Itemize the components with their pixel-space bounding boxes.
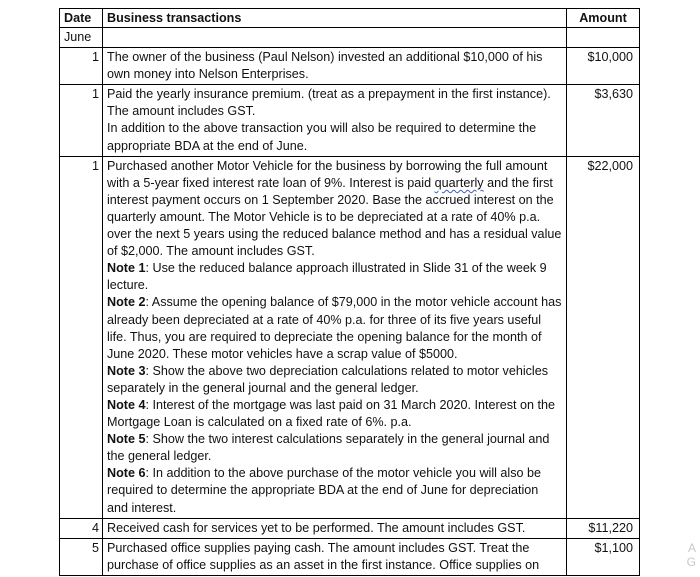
row-text: Paid the yearly insurance premium. (treat as a prepayment in the first instance). The amount includes GST. xyxy=(107,87,551,119)
row-amount: $3,630 xyxy=(567,85,640,156)
note-text: : Show the above two depreciation calculations related to motor vehicles separately in the general journal and the general ledger. xyxy=(107,363,549,395)
note-6 xyxy=(107,465,562,516)
note-label: Note 2 xyxy=(107,295,146,310)
row-date: 4 xyxy=(60,518,103,538)
note-text: : Interest of the mortgage was last paid on 31 March 2020. Interest on the Mortgage Loan is calculated on a fixed rate of 6%. p.a. xyxy=(107,397,556,430)
row-date: 1 xyxy=(60,48,103,85)
row-date: 1 xyxy=(60,156,103,518)
note-4 xyxy=(107,397,562,431)
row-text-part: Purchased another Motor Vehicle for the business by borrowing the full amount with a 5-year fixed interest rate loan of 9%. Interest is paid xyxy=(107,158,548,190)
row-date: 1 xyxy=(60,85,103,156)
table-row xyxy=(60,48,640,85)
note-label: Note 1 xyxy=(107,261,146,276)
row-text xyxy=(107,158,562,261)
row-text: Purchased office supplies paying cash. The amount includes GST. Treat the purchase of office supplies as an asset in the first instance. Office supplies on xyxy=(107,540,540,572)
transactions-table xyxy=(59,8,640,576)
row-description xyxy=(103,48,567,85)
row-description xyxy=(103,538,567,575)
note-text: : Show the two interest calculations separately in the general journal and the general ledger. xyxy=(107,432,550,464)
month-row-blank-amount xyxy=(567,28,640,48)
row-date: 5 xyxy=(60,538,103,575)
note-5 xyxy=(107,431,562,465)
note-text: : Use the reduced balance approach illustrated in Slide 31 of the week 9 lecture. xyxy=(107,261,547,293)
edge-letter: A xyxy=(687,541,696,555)
month-row xyxy=(60,28,640,48)
date-column-header: Date xyxy=(60,9,103,28)
row-text: Received cash for services yet to be performed. The amount includes GST. xyxy=(107,520,526,535)
month-label: June xyxy=(60,28,103,48)
row-amount: $22,000 xyxy=(567,156,640,518)
note-1 xyxy=(107,260,562,294)
spellcheck-underlined-word: quarterly xyxy=(434,175,484,190)
month-row-blank xyxy=(103,28,567,48)
row-description xyxy=(103,85,567,156)
note-label: Note 6 xyxy=(107,466,146,481)
note-3 xyxy=(107,363,562,397)
row-text: The owner of the business (Paul Nelson) invested an additional $10,000 of his own money into Nelson Enterprises. xyxy=(107,50,543,82)
table-row xyxy=(60,156,640,518)
note-label: Note 3 xyxy=(107,363,146,378)
note-label: Note 5 xyxy=(107,432,146,447)
note-text: : In addition to the above purchase of the motor vehicle you will also be required to determine the appropriate BDA at the end of June for depreciation and interest. xyxy=(107,466,542,515)
transactions-column-header: Business transactions xyxy=(103,9,567,28)
table-row xyxy=(60,538,640,575)
amount-column-header: Amount xyxy=(567,9,640,28)
row-text-part: and the first interest payment occurs on 1 September 2020. Base the accrued interest on the quarterly amount. The Motor Vehicle is to be depreciated at a rate of 40% p.a. over the next 5 years using the reduced balance method and has a residual value of $2,000. The amount includes GST. xyxy=(107,175,562,259)
header-row xyxy=(60,9,640,28)
row-description xyxy=(103,518,567,538)
table-row xyxy=(60,85,640,156)
row-amount: $10,000 xyxy=(567,48,640,85)
row-text: In addition to the above transaction you will also be required to determine the appropriate BDA at the end of June. xyxy=(107,121,537,153)
note-label: Note 4 xyxy=(107,397,146,412)
note-text: : Assume the opening balance of $79,000 in the motor vehicle account has already been depreciated at a rate of 40% p.a. for three of its five years useful life. Thus, you are required to depreciate the opening balance for the month of June 2020. These motor vehicles have a scrap value of $5000. xyxy=(107,295,562,361)
row-amount: $1,100 xyxy=(567,538,640,575)
note-2 xyxy=(107,294,562,362)
row-amount: $11,220 xyxy=(567,518,640,538)
edge-letter: G xyxy=(686,555,696,569)
row-description xyxy=(103,156,567,518)
table-row xyxy=(60,518,640,538)
